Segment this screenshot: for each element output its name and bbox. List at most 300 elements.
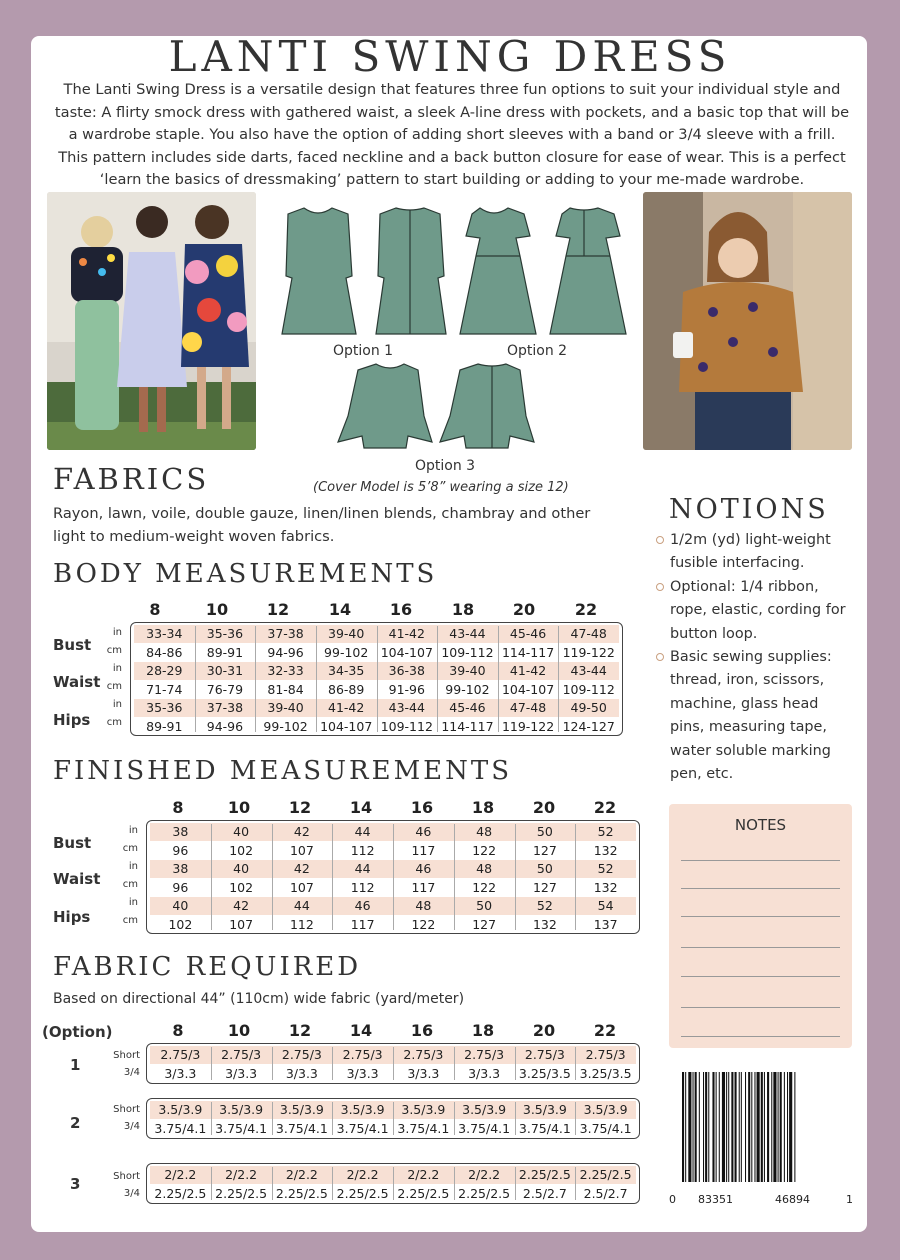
table-cell: 2.25/2.5 xyxy=(336,1185,389,1201)
table-cell: 3/3.3 xyxy=(346,1065,379,1081)
finished-size-header xyxy=(147,798,637,820)
body-row-label-hips: Hips xyxy=(53,711,91,729)
table-cell: 104-107 xyxy=(320,718,373,734)
table-cell: 2.75/3 xyxy=(585,1047,626,1062)
table-cell: 36-38 xyxy=(388,663,425,678)
unit-label: Short xyxy=(113,1104,140,1115)
size-10: 10 xyxy=(227,1021,251,1040)
table-cell: 102 xyxy=(229,842,254,858)
table-cell: 137 xyxy=(593,916,618,932)
table-cell: 3.25/3.5 xyxy=(518,1065,571,1081)
size-12: 12 xyxy=(288,1021,312,1040)
fabrics-heading: FABRICS xyxy=(53,462,210,496)
fabrics-text: Rayon, lawn, voile, double gauze, linen/linen blends, chambray and other light to medium-weight woven fabrics. xyxy=(53,505,591,545)
barcode-bar xyxy=(705,1072,707,1182)
unit-label: in xyxy=(128,897,138,908)
table-cell: 2/2.2 xyxy=(407,1167,440,1182)
table-cell: 50 xyxy=(536,824,553,839)
body-measurements-heading: BODY MEASUREMENTS xyxy=(53,559,438,589)
barcode-bar xyxy=(708,1072,709,1182)
table-cell: 122 xyxy=(411,916,436,932)
barcode-bar xyxy=(688,1072,691,1182)
column-divider xyxy=(575,1167,576,1200)
note-line xyxy=(681,947,840,948)
finished-row-label-hips: Hips xyxy=(53,908,91,926)
finished-row-label-bust: Bust xyxy=(53,834,92,852)
table-cell: 2.75/3 xyxy=(342,1047,383,1062)
size-10: 10 xyxy=(205,600,229,619)
table-cell: 117 xyxy=(411,879,436,895)
table-cell: 127 xyxy=(532,879,557,895)
table-cell: 48 xyxy=(476,824,493,839)
table-cell: 3.75/4.1 xyxy=(518,1120,571,1136)
table-cell: 40 xyxy=(233,824,250,839)
column-divider xyxy=(515,1167,516,1200)
barcode-bar xyxy=(778,1072,779,1182)
table-cell: 76-79 xyxy=(206,681,244,697)
table-cell: 44 xyxy=(354,861,371,876)
model-photo xyxy=(643,192,852,450)
barcode-bar xyxy=(728,1072,729,1182)
table-cell: 132 xyxy=(593,842,618,858)
table-cell: 94-96 xyxy=(206,718,244,734)
size-12: 12 xyxy=(266,600,290,619)
table-cell: 37-38 xyxy=(206,700,244,715)
table-cell: 86-89 xyxy=(328,681,365,697)
table-cell: 2/2.2 xyxy=(285,1167,318,1182)
barcode-digits-left: 83351 xyxy=(698,1193,733,1206)
size-16: 16 xyxy=(410,1021,434,1040)
fabric-size-header xyxy=(147,1021,637,1043)
table-cell: 2.75/3 xyxy=(464,1047,505,1062)
barcode-bar xyxy=(693,1072,694,1182)
table-cell: 117 xyxy=(411,842,436,858)
note-line xyxy=(681,1007,840,1008)
table-cell: 2.25/2.5 xyxy=(397,1185,450,1201)
table-cell: 43-44 xyxy=(570,663,607,678)
finished-row-label-waist: Waist xyxy=(53,870,101,888)
note-line xyxy=(681,888,840,889)
table-cell: 3.75/4.1 xyxy=(154,1120,207,1136)
table-cell: 45-46 xyxy=(449,700,486,715)
table-cell: 2/2.2 xyxy=(164,1167,197,1182)
size-18: 18 xyxy=(451,600,475,619)
table-cell: 3.5/3.9 xyxy=(279,1102,324,1117)
barcode-bar xyxy=(761,1072,763,1182)
barcode-bar xyxy=(699,1072,700,1182)
table-cell: 3.25/3.5 xyxy=(579,1065,632,1081)
table-cell: 46 xyxy=(415,861,432,876)
size-10: 10 xyxy=(227,798,251,817)
table-cell: 132 xyxy=(532,916,557,932)
table-cell: 52 xyxy=(597,824,614,839)
column-divider xyxy=(454,1167,455,1200)
table-cell: 47-48 xyxy=(509,700,547,715)
page-title: LANTI SWING DRESS xyxy=(168,32,732,81)
size-14: 14 xyxy=(349,1021,373,1040)
fabric-option-1-label: 1 xyxy=(70,1056,81,1074)
barcode-bar xyxy=(695,1072,697,1182)
size-8: 8 xyxy=(172,798,184,817)
table-cell: 71-74 xyxy=(146,681,183,697)
barcode-bar xyxy=(716,1072,717,1182)
column-divider xyxy=(393,1102,394,1135)
table-cell: 44 xyxy=(293,898,310,913)
note-line xyxy=(681,916,840,917)
body-row-label-bust: Bust xyxy=(53,636,92,654)
table-cell: 48 xyxy=(415,898,432,913)
size-18: 18 xyxy=(471,798,495,817)
table-cell: 37-38 xyxy=(267,626,304,641)
table-cell: 89-91 xyxy=(146,718,183,734)
column-divider xyxy=(377,626,378,732)
table-cell: 50 xyxy=(476,898,493,913)
table-cell: 45-46 xyxy=(509,626,547,641)
barcode-bar xyxy=(685,1072,686,1182)
table-cell: 30-31 xyxy=(206,663,244,678)
notions-list xyxy=(656,529,856,786)
size-14: 14 xyxy=(328,600,352,619)
fabric-required-table-1 xyxy=(146,1043,640,1084)
column-divider xyxy=(332,1102,333,1135)
column-divider xyxy=(393,1047,394,1080)
unit-label: in xyxy=(128,861,138,872)
unit-label: cm xyxy=(106,717,122,728)
table-cell: 3.75/4.1 xyxy=(336,1120,389,1136)
table-cell: 96 xyxy=(172,879,189,895)
column-divider xyxy=(454,1102,455,1135)
table-cell: 2.25/2.5 xyxy=(215,1185,268,1201)
table-cell: 102 xyxy=(168,916,193,932)
column-divider xyxy=(393,1167,394,1200)
table-cell: 112 xyxy=(289,916,314,932)
table-cell: 117 xyxy=(350,916,375,932)
cover-model-note: (Cover Model is 5’8” wearing a size 12) xyxy=(313,480,569,495)
column-divider xyxy=(211,1102,212,1135)
column-divider xyxy=(558,626,559,732)
fabric-required-table-2 xyxy=(146,1098,640,1139)
unit-label: cm xyxy=(122,915,138,926)
barcode-bar xyxy=(719,1072,720,1182)
table-cell: 107 xyxy=(289,842,314,858)
barcode-bar xyxy=(773,1072,776,1182)
unit-label: in xyxy=(128,825,138,836)
table-cell: 119-122 xyxy=(562,644,615,660)
barcode-bar xyxy=(726,1072,727,1182)
finished-measurements-table xyxy=(146,820,640,934)
column-divider xyxy=(272,1047,273,1080)
table-cell: 2.25/2.5 xyxy=(458,1185,511,1201)
table-cell: 3.75/4.1 xyxy=(215,1120,268,1136)
finished-measurements-heading: FINISHED MEASUREMENTS xyxy=(53,756,513,786)
option-1-label: Option 1 xyxy=(333,343,394,359)
table-cell: 46 xyxy=(354,898,371,913)
note-line xyxy=(681,860,840,861)
body-row-label-waist: Waist xyxy=(53,673,101,691)
column-divider xyxy=(515,824,516,930)
table-cell: 38 xyxy=(172,824,189,839)
size-16: 16 xyxy=(389,600,413,619)
table-cell: 34-35 xyxy=(328,663,365,678)
unit-label: 3/4 xyxy=(123,1188,140,1199)
unit-label: Short xyxy=(113,1171,140,1182)
barcode-bar xyxy=(741,1072,742,1182)
note-line xyxy=(681,976,840,977)
barcode-bar xyxy=(787,1072,788,1182)
table-cell: 40 xyxy=(233,861,250,876)
notion-item: Optional: 1/4 ribbon, rope, elastic, cording for button loop. xyxy=(656,576,856,646)
unit-label: 3/4 xyxy=(123,1067,140,1078)
table-cell: 3.75/4.1 xyxy=(397,1120,450,1136)
table-cell: 99-102 xyxy=(324,644,369,660)
table-cell: 35-36 xyxy=(146,700,183,715)
barcode-bar xyxy=(771,1072,772,1182)
column-divider xyxy=(211,1047,212,1080)
table-cell: 2/2.2 xyxy=(225,1167,258,1182)
table-cell: 104-107 xyxy=(380,644,433,660)
table-cell: 42 xyxy=(293,824,310,839)
table-cell: 3/3.3 xyxy=(407,1065,440,1081)
table-cell: 84-86 xyxy=(146,644,183,660)
body-size-header xyxy=(131,600,621,622)
barcode-digits-right: 46894 xyxy=(775,1193,810,1206)
table-cell: 122 xyxy=(472,879,497,895)
column-divider xyxy=(255,626,256,732)
unit-label: cm xyxy=(106,645,122,656)
size-14: 14 xyxy=(349,798,373,817)
table-cell: 3.5/3.9 xyxy=(158,1102,203,1117)
table-cell: 109-112 xyxy=(562,681,615,697)
column-divider xyxy=(575,824,576,930)
fabric-required-subtitle: Based on directional 44” (110cm) wide fabric (yard/meter) xyxy=(53,991,465,1007)
table-cell: 2.5/2.7 xyxy=(522,1185,567,1201)
barcode-bar xyxy=(739,1072,740,1182)
table-cell: 54 xyxy=(597,898,614,913)
table-cell: 99-102 xyxy=(445,681,490,697)
table-cell: 39-40 xyxy=(328,626,365,641)
notes-title: NOTES xyxy=(734,816,787,834)
table-cell: 44 xyxy=(354,824,371,839)
table-cell: 41-42 xyxy=(388,626,425,641)
table-cell: 127 xyxy=(532,842,557,858)
notes-box xyxy=(669,804,852,1048)
technical-drawings xyxy=(268,196,638,466)
table-cell: 35-36 xyxy=(206,626,244,641)
table-cell: 107 xyxy=(289,879,314,895)
table-cell: 99-102 xyxy=(263,718,308,734)
column-divider xyxy=(454,1047,455,1080)
barcode-digit-first: 0 xyxy=(669,1193,676,1206)
barcode-bar xyxy=(767,1072,769,1182)
table-cell: 2.25/2.5 xyxy=(154,1185,207,1201)
table-cell: 3/3.3 xyxy=(225,1065,258,1081)
unit-label: in xyxy=(112,627,122,638)
table-cell: 102 xyxy=(229,879,254,895)
table-cell: 124-127 xyxy=(562,718,615,734)
table-cell: 52 xyxy=(597,861,614,876)
unit-label: in xyxy=(112,699,122,710)
table-cell: 112 xyxy=(350,842,375,858)
option-2-label: Option 2 xyxy=(507,343,568,359)
bullet-icon xyxy=(656,653,664,661)
column-divider xyxy=(211,1167,212,1200)
barcode-bar xyxy=(764,1072,765,1182)
column-divider xyxy=(316,626,317,732)
barcode-bar xyxy=(682,1072,684,1182)
size-12: 12 xyxy=(288,798,312,817)
column-divider xyxy=(498,626,499,732)
table-cell: 43-44 xyxy=(388,700,425,715)
table-cell: 41-42 xyxy=(328,700,365,715)
table-cell: 2.75/3 xyxy=(221,1047,262,1062)
column-divider xyxy=(272,1102,273,1135)
size-22: 22 xyxy=(593,798,617,817)
table-cell: 3.75/4.1 xyxy=(579,1120,632,1136)
column-divider xyxy=(515,1102,516,1135)
option-column-label: (Option) xyxy=(42,1023,113,1041)
body-measurements-table xyxy=(130,622,623,736)
bullet-icon xyxy=(656,536,664,544)
table-cell: 47-48 xyxy=(570,626,607,641)
table-cell: 2.75/3 xyxy=(524,1047,565,1062)
table-cell: 89-91 xyxy=(206,644,244,660)
table-cell: 132 xyxy=(593,879,618,895)
table-cell: 3/3.3 xyxy=(285,1065,318,1081)
table-cell: 104-107 xyxy=(501,681,555,697)
table-cell: 3.75/4.1 xyxy=(275,1120,328,1136)
size-8: 8 xyxy=(172,1021,184,1040)
size-20: 20 xyxy=(532,1021,556,1040)
table-cell: 2.25/2.5 xyxy=(579,1167,632,1182)
table-cell: 122 xyxy=(472,842,497,858)
barcode-bar xyxy=(754,1072,755,1182)
barcode-bar xyxy=(731,1072,733,1182)
intro-text: The Lanti Swing Dress is a versatile design that features three fun options to suit your individual style and taste: A flirty smock dress with gathered waist, a sleek A-line dress with pockets, and a basic top that will be a wardrobe staple. You also have the option of adding short sleeves with a band or 3/4 sleeve with a frill. This pattern includes side darts, faced neckline and a back button closure for ease of wear. This is a perfect ‘learn the basics of dressmaking’ pattern to start building or adding to your me-made wardrobe. xyxy=(54,81,850,189)
column-divider xyxy=(332,824,333,930)
barcode-bar xyxy=(789,1072,792,1182)
table-cell: 33-34 xyxy=(146,626,183,641)
table-cell: 28-29 xyxy=(146,663,183,678)
unit-label: cm xyxy=(122,879,138,890)
table-cell: 107 xyxy=(229,916,254,932)
table-cell: 91-96 xyxy=(388,681,425,697)
table-cell: 49-50 xyxy=(570,700,607,715)
fabric-option-3-label: 3 xyxy=(70,1175,81,1193)
table-cell: 94-96 xyxy=(267,644,304,660)
table-cell: 3.5/3.9 xyxy=(462,1102,507,1117)
table-cell: 3.5/3.9 xyxy=(522,1102,567,1117)
column-divider xyxy=(515,1047,516,1080)
unit-label: cm xyxy=(122,843,138,854)
table-cell: 3.75/4.1 xyxy=(458,1120,511,1136)
barcode-bar xyxy=(722,1072,725,1182)
table-cell: 39-40 xyxy=(267,700,304,715)
table-cell: 114-117 xyxy=(501,644,555,660)
barcode-bar xyxy=(712,1072,714,1182)
table-cell: 127 xyxy=(472,916,497,932)
barcode-bar xyxy=(748,1072,750,1182)
fabric-option-2-label: 2 xyxy=(70,1114,81,1132)
table-cell: 38 xyxy=(172,861,189,876)
table-cell: 3.5/3.9 xyxy=(583,1102,628,1117)
fabric-required-heading: FABRIC REQUIRED xyxy=(53,952,362,982)
barcode-digit-last: 1 xyxy=(846,1193,853,1206)
column-divider xyxy=(332,1167,333,1200)
notion-item: 1/2m (yd) light-weight fusible interfacing. xyxy=(656,529,856,576)
table-cell: 114-117 xyxy=(441,718,494,734)
table-cell: 109-112 xyxy=(380,718,433,734)
table-cell: 2.25/2.5 xyxy=(275,1185,328,1201)
table-cell: 3.5/3.9 xyxy=(340,1102,385,1117)
barcode-bar xyxy=(735,1072,737,1182)
size-22: 22 xyxy=(574,600,598,619)
column-divider xyxy=(272,824,273,930)
bullet-icon xyxy=(656,583,664,591)
fabric-required-table-3 xyxy=(146,1163,640,1204)
table-cell: 81-84 xyxy=(267,681,304,697)
size-20: 20 xyxy=(512,600,536,619)
barcode xyxy=(680,1072,840,1182)
barcode-bar xyxy=(703,1072,704,1182)
notion-item: Basic sewing supplies: thread, iron, scissors, machine, glass head pins, measuring tape, water soluble marking pen, etc. xyxy=(656,646,856,786)
table-cell: 46 xyxy=(415,824,432,839)
table-cell: 32-33 xyxy=(267,663,304,678)
table-cell: 2.75/3 xyxy=(403,1047,444,1062)
table-cell: 42 xyxy=(233,898,250,913)
table-cell: 3/3.3 xyxy=(164,1065,197,1081)
column-divider xyxy=(575,1102,576,1135)
barcode-bar xyxy=(780,1072,782,1182)
size-16: 16 xyxy=(410,798,434,817)
table-cell: 2.75/3 xyxy=(281,1047,322,1062)
table-cell: 40 xyxy=(172,898,189,913)
unit-label: cm xyxy=(106,681,122,692)
table-cell: 2.75/3 xyxy=(160,1047,201,1062)
models-photo xyxy=(47,192,256,450)
size-20: 20 xyxy=(532,798,556,817)
column-divider xyxy=(393,824,394,930)
column-divider xyxy=(437,626,438,732)
column-divider xyxy=(272,1167,273,1200)
size-18: 18 xyxy=(471,1021,495,1040)
column-divider xyxy=(211,824,212,930)
barcode-bar xyxy=(794,1072,795,1182)
table-cell: 119-122 xyxy=(501,718,555,734)
barcode-bar xyxy=(784,1072,785,1182)
unit-label: 3/4 xyxy=(123,1121,140,1132)
unit-label: Short xyxy=(113,1050,140,1061)
table-cell: 3.5/3.9 xyxy=(401,1102,446,1117)
table-cell: 52 xyxy=(536,898,553,913)
table-cell: 2/2.2 xyxy=(346,1167,379,1182)
notions-heading: NOTIONS xyxy=(669,494,829,525)
table-cell: 109-112 xyxy=(441,644,494,660)
column-divider xyxy=(332,1047,333,1080)
barcode-bar xyxy=(751,1072,752,1182)
table-cell: 42 xyxy=(293,861,310,876)
table-cell: 2.5/2.7 xyxy=(583,1185,628,1201)
table-cell: 2.25/2.5 xyxy=(518,1167,571,1182)
table-cell: 50 xyxy=(536,861,553,876)
table-cell: 43-44 xyxy=(449,626,486,641)
table-cell: 2/2.2 xyxy=(468,1167,501,1182)
table-cell: 3.5/3.9 xyxy=(219,1102,264,1117)
option-3-label: Option 3 xyxy=(415,458,476,474)
note-line xyxy=(681,1036,840,1037)
table-cell: 48 xyxy=(476,861,493,876)
table-cell: 41-42 xyxy=(509,663,547,678)
column-divider xyxy=(195,626,196,732)
